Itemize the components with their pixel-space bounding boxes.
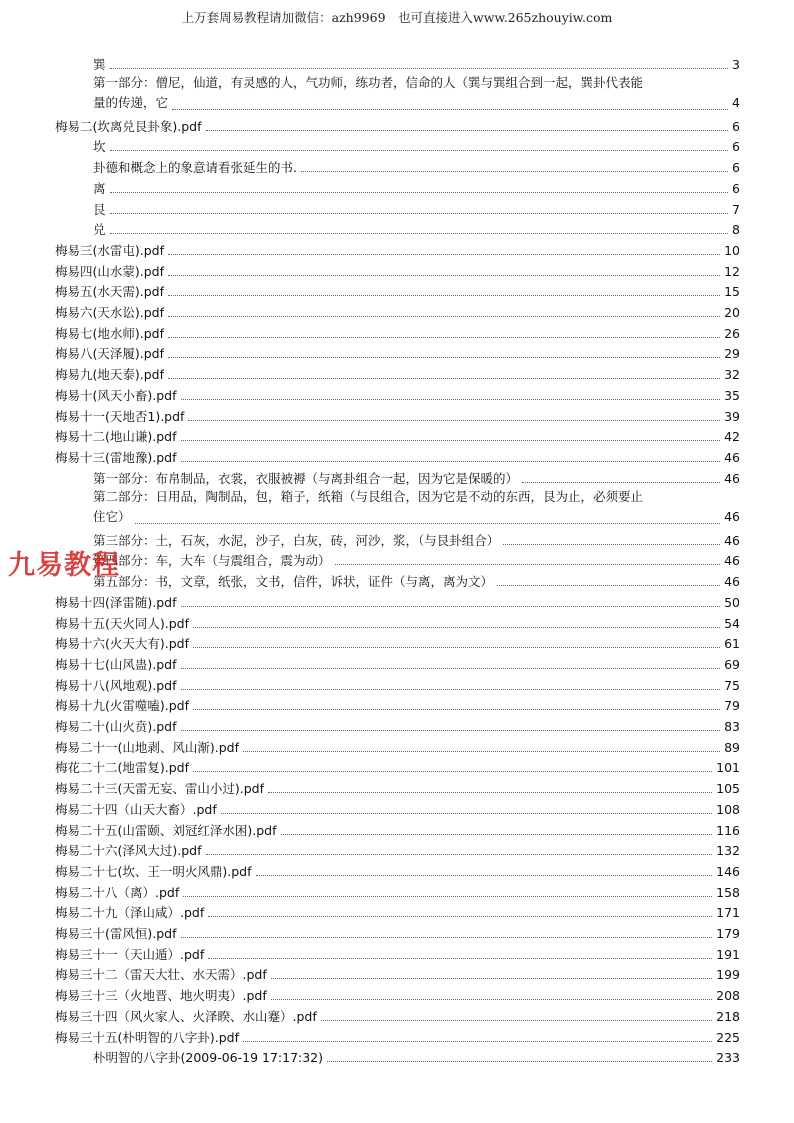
toc-entry-title: 梅易十四(泽雷随).pdf <box>55 594 177 610</box>
toc-entry-page: 35 <box>724 387 740 403</box>
toc-entry[interactable] <box>55 445 740 466</box>
toc-entry[interactable] <box>55 383 740 404</box>
toc-entry[interactable] <box>55 673 740 694</box>
toc-entry-title: 梅易十(风天小畜).pdf <box>55 387 177 403</box>
toc-entry-title: 卦德和概念上的象意请看张延生的书. <box>93 160 297 176</box>
toc-entry-page: 233 <box>716 1050 740 1066</box>
dot-leader <box>301 170 728 172</box>
dot-leader <box>208 957 712 959</box>
toc-entry-page: 101 <box>716 760 740 776</box>
toc-entry[interactable] <box>93 73 740 114</box>
toc-entry[interactable] <box>55 921 740 942</box>
toc-entry-page: 199 <box>716 967 740 983</box>
toc-entry[interactable] <box>55 280 740 301</box>
toc-entry-page: 6 <box>732 139 740 155</box>
toc-entry-title: 量的传递，它 <box>93 95 169 111</box>
toc-entry[interactable] <box>55 880 740 901</box>
toc-entry-page: 10 <box>724 242 740 258</box>
toc-entry-page: 50 <box>724 594 740 610</box>
toc-entry-title: 梅易二十三(天雷无妄、雷山小过).pdf <box>55 781 264 797</box>
toc-entry-title: 梅易二(坎离兑艮卦象).pdf <box>55 118 202 134</box>
toc-entry-page: 6 <box>732 180 740 196</box>
toc-entry[interactable] <box>93 549 740 570</box>
toc-entry-title: 梅易九(地天泰).pdf <box>55 367 164 383</box>
toc-entry-title: 住它） <box>93 509 131 525</box>
toc-entry[interactable] <box>93 528 740 549</box>
toc-entry-page: 12 <box>724 263 740 279</box>
toc-entry-title: 梅易三(水雷屯).pdf <box>55 242 164 258</box>
toc-entry-page: 108 <box>716 801 740 817</box>
dot-leader <box>172 108 728 110</box>
dot-leader <box>193 770 712 772</box>
toc-entry-page: 20 <box>724 305 740 321</box>
toc-entry-title: 梅易三十三（火地晋、地火明夷）.pdf <box>55 988 267 1004</box>
toc-entry[interactable] <box>55 300 740 321</box>
toc-entry-page: 3 <box>732 56 740 72</box>
dot-leader <box>497 584 720 586</box>
dot-leader <box>168 377 720 379</box>
dot-leader <box>271 977 712 979</box>
toc-entry[interactable] <box>55 363 740 384</box>
dot-leader <box>271 998 712 1000</box>
dot-leader <box>110 191 729 193</box>
toc-entry-page: 8 <box>732 222 740 238</box>
watermark-logo: 九易教程 <box>8 550 120 581</box>
toc-entry[interactable] <box>55 901 740 922</box>
toc-entry-title: 梅易六(天水讼).pdf <box>55 305 164 321</box>
toc-entry[interactable] <box>93 135 740 156</box>
toc-entry-title: 离 <box>93 180 106 196</box>
dot-leader <box>335 563 721 565</box>
toc-entry[interactable] <box>55 797 740 818</box>
toc-entry[interactable] <box>55 1004 740 1025</box>
dot-leader <box>281 833 713 835</box>
toc-entry-page: 39 <box>724 408 740 424</box>
toc-entry-page: 116 <box>716 822 740 838</box>
toc-entry-page: 46 <box>724 449 740 465</box>
toc-entry[interactable] <box>93 197 740 218</box>
toc-entry-page: 83 <box>724 719 740 735</box>
toc-entry-page: 46 <box>724 470 740 486</box>
toc-entry-title: 梅易十八(风地观).pdf <box>55 677 177 693</box>
dot-leader <box>321 1019 712 1021</box>
dot-leader <box>110 149 729 151</box>
toc-entry[interactable] <box>55 756 740 777</box>
toc-entry[interactable] <box>55 632 740 653</box>
toc-entry[interactable] <box>55 238 740 259</box>
dot-leader <box>168 253 720 255</box>
toc-entry[interactable] <box>93 487 740 528</box>
dot-leader <box>181 439 721 441</box>
dot-leader <box>243 1040 712 1042</box>
toc-entry-title: 第一部分：布帛制品，衣裳，衣服被褥（与离卦组合一起，因为它是保暖的） <box>93 470 519 486</box>
toc-entry[interactable] <box>93 570 740 591</box>
toc-entry-title: 兑 <box>93 222 106 238</box>
toc-entry-title: 梅易十三(雷地豫).pdf <box>55 449 177 465</box>
toc-entry-title: 梅易八(天泽履).pdf <box>55 346 164 362</box>
toc-entry-page: 32 <box>724 367 740 383</box>
toc-entry-page: 225 <box>716 1029 740 1045</box>
dot-leader <box>183 895 712 897</box>
page-header: 上万套周易教程请加微信：azh9969 也可直接进入www.265zhouyiw.com <box>181 10 613 25</box>
toc-entry[interactable] <box>55 777 740 798</box>
toc-entry[interactable] <box>55 818 740 839</box>
dot-leader <box>110 232 729 234</box>
toc-entry-page: 179 <box>716 926 740 942</box>
dot-leader <box>110 212 729 214</box>
toc-entry[interactable] <box>55 859 740 880</box>
toc-entry-page: 132 <box>716 843 740 859</box>
dot-leader <box>168 294 720 296</box>
dot-leader <box>193 646 720 648</box>
toc-entry-page: 79 <box>724 698 740 714</box>
toc-entry-page: 75 <box>724 677 740 693</box>
toc-entry-page: 42 <box>724 429 740 445</box>
toc-entry-page: 158 <box>716 884 740 900</box>
toc-entry-page: 69 <box>724 656 740 672</box>
toc-entry-title: 梅易十二(地山谦).pdf <box>55 429 177 445</box>
toc-entry-title: 梅易十七(山风蛊).pdf <box>55 656 177 672</box>
dot-leader <box>181 667 721 669</box>
toc-entry-page: 218 <box>716 1008 740 1024</box>
toc-entry-title: 梅易二十(山火贲).pdf <box>55 719 177 735</box>
toc-entry-title: 梅易二十八（离）.pdf <box>55 884 180 900</box>
dot-leader <box>206 853 713 855</box>
toc-entry-title: 朴明智的八字卦(2009-06-19 17:17:32) <box>93 1050 324 1066</box>
toc-entry-page: 46 <box>724 553 740 569</box>
toc-entry[interactable] <box>55 839 740 860</box>
toc-entry-title: 梅易二十四（山天大畜）.pdf <box>55 801 217 817</box>
dot-leader <box>181 936 713 938</box>
toc-entry-title: 梅易十六(火天大有).pdf <box>55 636 189 652</box>
dot-leader <box>221 812 712 814</box>
toc-entry-title: 第四部分：车，大车（与震组合，震为动） <box>93 553 331 569</box>
toc-entry-page: 46 <box>724 574 740 590</box>
toc-entry-title: 梅易二十七(坎、王一明火风鼎).pdf <box>55 863 252 879</box>
toc-entry-page: 7 <box>732 201 740 217</box>
toc-entry-title: 第一部分：僧尼，仙道，有灵感的人，气功师，练功者，信命的人（巽与巽组合到一起，巽卦代表能 <box>93 74 644 90</box>
toc-entry-title: 梅易三十(雷风恒).pdf <box>55 926 177 942</box>
dot-leader <box>181 460 721 462</box>
toc-entry-page: 191 <box>716 946 740 962</box>
toc-entry-title: 梅易七(地水师).pdf <box>55 325 164 341</box>
toc-entry-title: 第五部分：书，文章，纸张，文书，信件，诉状，证件（与离，离为文） <box>93 574 494 590</box>
toc-entry[interactable] <box>55 942 740 963</box>
toc-entry[interactable] <box>93 52 740 73</box>
toc-entry-title: 梅易三十四（风火家人、火泽睽、水山蹇）.pdf <box>55 1008 317 1024</box>
toc-entry-page: 54 <box>724 615 740 631</box>
toc-entry-title: 梅易二十六(泽风大过).pdf <box>55 843 202 859</box>
dot-leader <box>522 481 720 483</box>
toc-entry-page: 26 <box>724 325 740 341</box>
dot-leader <box>208 915 712 917</box>
toc-entry[interactable] <box>55 590 740 611</box>
toc-entry[interactable] <box>55 694 740 715</box>
toc-entry[interactable] <box>55 984 740 1005</box>
dot-leader <box>168 315 720 317</box>
dot-leader <box>181 605 721 607</box>
toc-entry-page: 4 <box>732 95 740 111</box>
dot-leader <box>181 729 721 731</box>
dot-leader <box>193 708 720 710</box>
toc-entry-title: 梅易十五(天火同人).pdf <box>55 615 189 631</box>
dot-leader <box>503 543 720 545</box>
toc-entry-page: 46 <box>724 509 740 525</box>
toc-entry[interactable] <box>55 321 740 342</box>
toc-entry-page: 89 <box>724 739 740 755</box>
toc-entry-title: 梅易三十五(朴明智的八字卦).pdf <box>55 1029 239 1045</box>
dot-leader <box>168 336 720 338</box>
dot-leader <box>256 874 713 876</box>
toc-entry[interactable] <box>55 404 740 425</box>
toc-entry-title: 梅易四(山水蒙).pdf <box>55 263 164 279</box>
toc-entry[interactable] <box>55 259 740 280</box>
toc-entry[interactable] <box>55 735 740 756</box>
toc-entry-title: 梅易三十一（天山遁）.pdf <box>55 946 205 962</box>
toc-entry-title: 梅易十一(天地否1).pdf <box>55 408 185 424</box>
toc-entry[interactable] <box>55 963 740 984</box>
toc-entry[interactable] <box>93 1046 740 1067</box>
dot-leader <box>110 67 729 69</box>
toc-entry-page: 46 <box>724 532 740 548</box>
toc-entry-title: 梅易五(水天需).pdf <box>55 284 164 300</box>
toc-entry-title: 梅易十九(火雷噬嗑).pdf <box>55 698 189 714</box>
toc-entry[interactable] <box>55 425 740 446</box>
dot-leader <box>181 688 721 690</box>
toc-entry[interactable] <box>55 114 740 135</box>
toc-entry[interactable] <box>55 342 740 363</box>
toc-entry-title: 坎 <box>93 139 106 155</box>
toc-entry[interactable] <box>55 611 740 632</box>
toc-entry-title: 梅易二十五(山雷颐、刘冠红泽水困).pdf <box>55 822 277 838</box>
toc-entry-title: 艮 <box>93 201 106 217</box>
toc-entry-title: 梅易二十一(山地剥、风山渐).pdf <box>55 739 239 755</box>
toc-entry-title: 梅花二十二(地雷复).pdf <box>55 760 189 776</box>
toc-entry[interactable] <box>93 218 740 239</box>
dot-leader <box>268 791 712 793</box>
toc-entry-title: 巽 <box>93 56 106 72</box>
dot-leader <box>193 626 720 628</box>
dot-leader <box>188 419 720 421</box>
toc-entry-title: 梅易三十二（雷天大壮、水天需）.pdf <box>55 967 267 983</box>
dot-leader <box>327 1060 712 1062</box>
toc-entry[interactable] <box>55 652 740 673</box>
toc-entry-page: 61 <box>724 636 740 652</box>
toc-entry-title: 第三部分：土，石灰，水泥，沙子，白灰，砖，河沙，浆，（与艮卦组合） <box>93 532 500 548</box>
toc-entry-page: 105 <box>716 781 740 797</box>
toc-entry-page: 6 <box>732 118 740 134</box>
toc-entry[interactable] <box>93 176 740 197</box>
toc-entry-title: 梅易二十九（泽山咸）.pdf <box>55 905 205 921</box>
dot-leader <box>135 522 721 524</box>
dot-leader <box>243 750 720 752</box>
toc-entry-page: 208 <box>716 988 740 1004</box>
dot-leader <box>168 274 720 276</box>
dot-leader <box>168 356 720 358</box>
toc-entry[interactable] <box>55 714 740 735</box>
toc-entry[interactable] <box>55 1025 740 1046</box>
toc-entry-page: 29 <box>724 346 740 362</box>
dot-leader <box>206 129 729 131</box>
toc-entry-page: 146 <box>716 863 740 879</box>
toc-entry-page: 15 <box>724 284 740 300</box>
toc-entry[interactable] <box>93 156 740 177</box>
toc-entry[interactable] <box>93 466 740 487</box>
dot-leader <box>181 398 721 400</box>
toc-entry-page: 6 <box>732 160 740 176</box>
toc-entry-page: 171 <box>716 905 740 921</box>
toc-entry-title: 第二部分：日用品，陶制品，包，箱子，纸箱（与艮组合，因为它是不动的东西，艮为止，必须要止 <box>93 488 644 504</box>
